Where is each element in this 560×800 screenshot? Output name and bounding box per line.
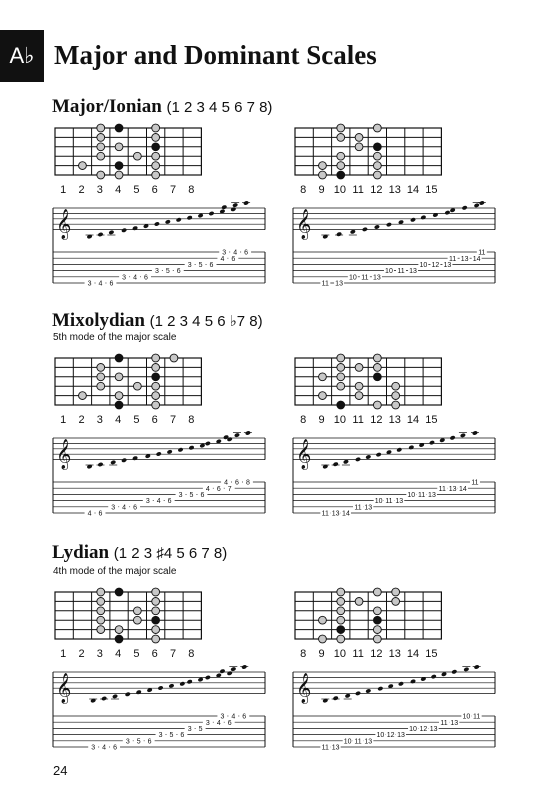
fret-number: 3 xyxy=(96,184,103,196)
staff-note xyxy=(355,691,361,696)
fret-number: 7 xyxy=(169,184,177,196)
scale-formula: (1 2 3 ♯4 5 6 7 8) xyxy=(113,545,228,562)
staff-note xyxy=(463,667,469,672)
tab-fret-number: 12 xyxy=(386,732,395,740)
tab-fret-number: 6 xyxy=(176,268,181,276)
staff-note xyxy=(451,669,457,674)
tab-fret-number: 4 xyxy=(102,744,107,752)
staff-note xyxy=(396,447,402,452)
scale-note-dot xyxy=(337,616,345,624)
tab-fret-number: 14 xyxy=(342,510,350,518)
tab-fret-number: 6 xyxy=(109,280,114,288)
scale-note-dot xyxy=(373,635,381,643)
fret-number: 13 xyxy=(388,414,401,426)
staff-note xyxy=(431,674,437,679)
tab-fret-number: 6 xyxy=(209,262,214,269)
fretboard-diagram xyxy=(0,126,560,196)
tab-fret-number: 13 xyxy=(409,268,417,276)
staff-note xyxy=(355,457,361,462)
root-note-dot xyxy=(373,373,381,381)
tab-fret-number: 6 xyxy=(200,492,205,499)
fret-number: 11 xyxy=(352,648,364,660)
tab-fret-number: 4 xyxy=(133,274,138,282)
tab-fret-number: 3 xyxy=(125,738,130,746)
tab-fret-number: 6 xyxy=(235,479,239,487)
section-title-lydian xyxy=(52,542,227,564)
scale-note-dot xyxy=(319,635,327,643)
scale-note-dot xyxy=(337,364,345,372)
fret-number: 8 xyxy=(300,184,307,196)
fret-number: 12 xyxy=(370,414,383,426)
staff-note xyxy=(410,217,416,222)
scale-note-dot xyxy=(392,392,400,400)
scale-note-dot xyxy=(337,354,345,362)
scale-note-dot xyxy=(337,152,345,160)
tab-fret-number: 11 xyxy=(361,274,369,282)
staff-note xyxy=(386,222,392,227)
fret-number: 13 xyxy=(388,648,401,660)
scale-note-dot xyxy=(319,162,327,170)
fret-number: 1 xyxy=(60,184,67,196)
staff-note xyxy=(398,681,404,686)
scale-note-dot xyxy=(337,134,345,142)
scale-note-dot xyxy=(319,616,327,624)
scale-note-dot xyxy=(355,392,363,400)
tab-fret-number: 6 xyxy=(244,249,249,257)
scale-note-dot xyxy=(373,364,381,372)
tab-fret-number: 4 xyxy=(216,719,221,727)
tab-fret-number: 3 xyxy=(91,744,96,752)
root-note-dot xyxy=(373,143,381,151)
tab-fret-number: 3 xyxy=(158,732,163,740)
fret-number: 8 xyxy=(300,414,307,426)
fret-number: 9 xyxy=(318,414,325,426)
section-subtitle: 5th mode of the major scale xyxy=(53,332,177,343)
tab-fret-number: 3 xyxy=(178,492,183,499)
scale-note-dot xyxy=(337,162,345,170)
scale-note-dot xyxy=(355,364,363,372)
staff-note xyxy=(376,452,382,457)
tab-fret-number: 10 xyxy=(462,713,471,721)
tab-fret-number: 11 xyxy=(448,255,457,263)
tab-fret-number: 5 xyxy=(136,738,141,746)
tab-fret-number: 4 xyxy=(231,713,236,721)
scale-note-dot xyxy=(373,626,381,634)
scale-note-dot xyxy=(373,124,381,132)
tab-fret-number: 3 xyxy=(111,504,116,512)
fret-number: 3 xyxy=(96,648,103,660)
treble-clef-icon: 𝄞 xyxy=(56,208,72,239)
tab-fret-number: 6 xyxy=(98,510,103,518)
fret-number: 9 xyxy=(318,648,325,660)
tab-fret-number: 14 xyxy=(459,485,467,493)
staff-note xyxy=(420,215,426,220)
staff-note xyxy=(450,435,456,440)
tab-fret-number: 6 xyxy=(147,738,152,746)
tab-fret-number: 10 xyxy=(385,268,393,276)
scale-note-dot xyxy=(373,401,381,409)
tab-fret-number: 11 xyxy=(354,738,362,746)
fretboard-diagram xyxy=(0,590,560,660)
root-note-dot xyxy=(337,626,345,634)
fret-number: 2 xyxy=(78,648,85,660)
tab-fret-number: 3 xyxy=(187,262,192,269)
fret-number: 8 xyxy=(188,184,195,196)
notation-staff xyxy=(0,204,560,290)
tab-fret-number: 10 xyxy=(419,262,428,269)
fret-number: 11 xyxy=(352,184,364,196)
fret-number: 6 xyxy=(151,648,158,660)
tab-fret-number: 11 xyxy=(321,510,329,518)
tab-fret-number: 13 xyxy=(397,732,405,740)
section-subtitle: 4th mode of the major scale xyxy=(53,566,177,577)
tab-fret-number: 14 xyxy=(472,255,481,263)
tab-fret-number: 10 xyxy=(374,498,383,506)
staff-note xyxy=(333,696,339,701)
tab-fret-number: 4 xyxy=(224,479,229,487)
tab-fret-number: 4 xyxy=(220,255,225,263)
tab-fret-number: 5 xyxy=(189,492,194,499)
fret-number: 5 xyxy=(133,414,140,426)
tab-fret-number: 6 xyxy=(167,498,172,506)
tab-fret-number: 13 xyxy=(364,738,373,746)
scale-note-dot xyxy=(337,598,345,606)
scale-note-dot xyxy=(319,373,327,381)
tab-fret-number: 13 xyxy=(331,510,340,518)
notation-staff xyxy=(0,434,560,520)
fret-number: 4 xyxy=(115,648,122,660)
scale-note-dot xyxy=(373,162,381,170)
tab-fret-number: 13 xyxy=(460,255,469,263)
tab-fret-number: 10 xyxy=(343,738,352,746)
tab-fret-number: 10 xyxy=(407,492,416,499)
scale-note-dot xyxy=(355,598,363,606)
fret-number: 10 xyxy=(333,648,346,660)
scale-note-dot xyxy=(337,635,345,643)
fret-number: 13 xyxy=(388,184,401,196)
tab-fret-number: 11 xyxy=(473,713,481,721)
scale-note-dot xyxy=(373,152,381,160)
tab-fret-number: 4 xyxy=(98,280,103,288)
fret-number: 6 xyxy=(151,184,158,196)
tab-fret-number: 3 xyxy=(205,719,210,727)
tab-fret-number: 5 xyxy=(169,732,174,740)
treble-clef-icon: 𝄞 xyxy=(56,672,72,703)
fret-number: 8 xyxy=(300,648,307,660)
staff-note xyxy=(374,224,380,229)
tab-fret-number: 6 xyxy=(231,255,236,263)
scale-note-dot xyxy=(337,588,345,596)
tab-fret-number: 3 xyxy=(87,280,92,288)
fret-number: 5 xyxy=(133,184,140,196)
staff-note xyxy=(479,200,485,205)
tab-fret-number: 11 xyxy=(471,479,479,487)
scale-name: Mixolydian xyxy=(52,310,145,331)
fret-number: 2 xyxy=(78,414,85,426)
tab-fret-number: 10 xyxy=(376,732,385,740)
tab-fret-number: 11 xyxy=(478,249,486,257)
key-tab: A♭ xyxy=(0,30,44,82)
treble-clef-icon: 𝄞 xyxy=(296,438,312,469)
scale-note-dot xyxy=(373,588,381,596)
scale-note-dot xyxy=(392,401,400,409)
tab-fret-number: 11 xyxy=(321,280,329,288)
tab-fret-number: 10 xyxy=(409,726,417,733)
scale-note-dot xyxy=(319,392,327,400)
tab-fret-number: 6 xyxy=(242,713,247,721)
staff-note xyxy=(444,210,450,215)
scale-note-dot xyxy=(337,124,345,132)
tab-fret-number: 5 xyxy=(165,268,170,276)
tab-fret-number: 3 xyxy=(122,274,127,282)
tab-fret-number: 11 xyxy=(354,504,362,512)
scale-name: Major/Ionian xyxy=(52,96,162,117)
treble-clef-icon: 𝄞 xyxy=(296,208,312,239)
root-note-dot xyxy=(373,616,381,624)
scale-note-dot xyxy=(392,382,400,390)
tab-fret-number: 13 xyxy=(395,498,404,506)
fret-number: 11 xyxy=(352,414,364,426)
fret-number: 12 xyxy=(370,648,383,660)
staff-note xyxy=(336,232,342,237)
fret-number: 5 xyxy=(133,648,140,660)
scale-formula: (1 2 3 4 5 6 7 8) xyxy=(166,99,273,116)
scale-formula: (1 2 3 4 5 6 ♭7 8) xyxy=(149,313,263,330)
scale-note-dot xyxy=(355,382,363,390)
scale-name: Lydian xyxy=(52,542,110,563)
page-title: Major and Dominant Scales xyxy=(54,40,377,70)
fret-number: 7 xyxy=(169,648,177,660)
tab-fret-number: 12 xyxy=(431,262,440,269)
fret-number: 10 xyxy=(333,414,346,426)
fret-number: 15 xyxy=(425,414,438,426)
tab-fret-number: 13 xyxy=(429,726,438,733)
tab-fret-number: 13 xyxy=(335,280,343,288)
tab-fret-number: 3 xyxy=(154,268,159,276)
tab-fret-number: 11 xyxy=(438,485,446,493)
tab-fret-number: 11 xyxy=(385,498,393,506)
tab-fret-number: 6 xyxy=(180,732,185,740)
fret-number: 14 xyxy=(406,648,420,660)
staff-note xyxy=(460,433,466,438)
fret-number: 3 xyxy=(96,414,103,426)
tab-fret-number: 13 xyxy=(428,492,436,499)
staff-note xyxy=(408,445,414,450)
fret-number: 12 xyxy=(370,184,383,196)
scale-note-dot xyxy=(355,143,363,151)
fret-number: 14 xyxy=(406,414,420,426)
scale-note-dot xyxy=(373,354,381,362)
tab-fret-number: 12 xyxy=(419,726,428,733)
root-note-dot xyxy=(337,401,345,409)
scale-note-dot xyxy=(337,373,345,381)
scale-note-dot xyxy=(373,171,381,179)
tab-fret-number: 6 xyxy=(113,744,117,752)
fretboard-diagram xyxy=(0,356,560,426)
treble-clef-icon: 𝄞 xyxy=(56,438,72,469)
staff-note xyxy=(472,430,478,435)
staff-note xyxy=(462,205,468,210)
scale-note-dot xyxy=(373,607,381,615)
section-title-major xyxy=(52,96,272,118)
fret-number: 15 xyxy=(425,184,438,196)
scale-note-dot xyxy=(337,382,345,390)
tab-fret-number: 4 xyxy=(205,485,210,493)
tab-fret-number: 5 xyxy=(198,262,203,269)
scale-note-dot xyxy=(337,607,345,615)
fret-number: 4 xyxy=(115,184,122,196)
tab-fret-number: 6 xyxy=(144,274,148,282)
tab-fret-number: 11 xyxy=(321,744,329,752)
tab-fret-number: 4 xyxy=(156,498,161,506)
staff-note xyxy=(333,462,339,467)
fret-number: 4 xyxy=(115,414,122,426)
fret-number: 15 xyxy=(425,648,438,660)
fret-number: 9 xyxy=(318,184,325,196)
tab-fret-number: 13 xyxy=(331,744,340,752)
fret-number: 1 xyxy=(60,648,67,660)
tab-fret-number: 6 xyxy=(227,719,232,727)
root-note-dot xyxy=(337,171,345,179)
tab-fret-number: 13 xyxy=(448,485,457,493)
notation-staff xyxy=(0,668,560,754)
fret-number: 6 xyxy=(151,414,158,426)
staff-note xyxy=(365,688,371,693)
tab-fret-number: 13 xyxy=(373,274,381,282)
tab-fret-number: 11 xyxy=(440,719,448,727)
treble-clef-icon: 𝄞 xyxy=(296,672,312,703)
scale-note-dot xyxy=(392,598,400,606)
scale-note-dot xyxy=(392,588,400,596)
tab-fret-number: 4 xyxy=(233,249,238,257)
fret-number: 1 xyxy=(60,414,67,426)
tab-fret-number: 13 xyxy=(364,504,373,512)
tab-fret-number: 6 xyxy=(216,485,221,493)
tab-fret-number: 3 xyxy=(145,498,150,506)
fret-number: 2 xyxy=(78,184,85,196)
tab-fret-number: 10 xyxy=(348,274,357,282)
scale-note-dot xyxy=(319,171,327,179)
tab-fret-number: 5 xyxy=(198,726,203,733)
scale-note-dot xyxy=(355,134,363,142)
fret-number: 7 xyxy=(169,414,177,426)
tab-fret-number: 3 xyxy=(220,713,225,721)
tab-fret-number: 7 xyxy=(227,485,232,493)
staff-note xyxy=(410,679,416,684)
section-title-mixolydian xyxy=(52,310,263,332)
fret-number: 14 xyxy=(406,184,420,196)
tab-fret-number: 8 xyxy=(245,479,250,487)
tab-fret-number: 3 xyxy=(222,249,227,257)
fret-number: 8 xyxy=(188,648,195,660)
staff-note xyxy=(474,664,480,669)
tab-fret-number: 4 xyxy=(87,510,92,518)
staff-note xyxy=(362,227,368,232)
staff-note xyxy=(474,203,480,208)
tab-fret-number: 4 xyxy=(122,504,127,512)
fret-number: 8 xyxy=(188,414,195,426)
staff-note xyxy=(429,440,435,445)
fret-number: 10 xyxy=(333,184,346,196)
tab-fret-number: 6 xyxy=(133,504,138,512)
tab-fret-number: 13 xyxy=(450,719,459,727)
tab-fret-number: 3 xyxy=(187,726,192,733)
staff-note xyxy=(365,454,371,459)
staff-note xyxy=(377,686,383,691)
page-number: 24 xyxy=(53,763,68,778)
tab-fret-number: 13 xyxy=(443,262,452,269)
tab-fret-number: 11 xyxy=(417,492,426,499)
tab-fret-number: 11 xyxy=(397,268,405,276)
